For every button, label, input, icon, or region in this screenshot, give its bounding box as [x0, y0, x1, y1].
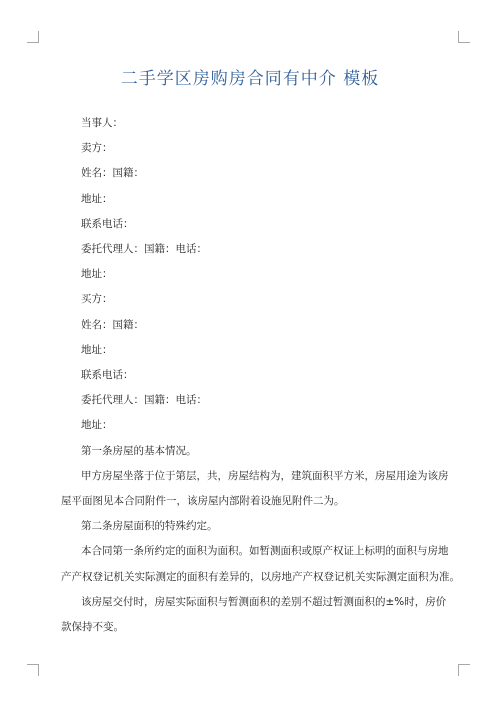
article-1-heading: 第一条房屋的基本情况。	[81, 444, 197, 457]
field-seller-agent-address: 地址：	[81, 268, 113, 281]
article-2-p1-line-2: 产产权登记机关实际测定的面积有差异的，以房地产产权登记机关实际测定面积为准。	[61, 570, 460, 583]
field-buyer-agent-address: 地址：	[81, 419, 113, 432]
field-buyer: 买方：	[81, 293, 113, 306]
article-2-p2-line-2: 款保持不变。	[61, 621, 124, 634]
field-seller-address: 地址：	[81, 192, 113, 205]
article-1-paragraph	[61, 464, 449, 514]
field-buyer-address: 地址：	[81, 343, 113, 356]
article-2-paragraph-1	[61, 539, 460, 589]
article-2-heading: 第二条房屋面积的特殊约定。	[81, 520, 218, 533]
field-seller-phone: 联系电话：	[81, 217, 134, 230]
field-buyer-phone: 联系电话：	[81, 369, 134, 382]
article-2-p2-line-1: 该房屋交付时，房屋实际面积与暂测面积的差别不超过暂测面积的±%时，房价	[81, 595, 447, 608]
article-1-line-1: 甲方房屋坐落于位于第层，共，房屋结构为，建筑面积平方米，房屋用途为该房	[81, 469, 449, 482]
document-body	[61, 111, 460, 640]
field-buyer-name-nationality: 姓名：国籍：	[81, 318, 144, 331]
crop-mark-top-left	[27, 31, 39, 43]
field-seller-agent: 委托代理人：国籍：电话：	[81, 243, 207, 256]
crop-mark-bottom-left	[27, 664, 39, 676]
field-party: 当事人：	[81, 117, 123, 129]
article-2-p1-line-1: 本合同第一条所约定的面积为面积。如暂测面积或原产权证上标明的面积与房地	[81, 545, 449, 558]
document-title: 二手学区房购房合同有中介 模板	[120, 69, 380, 89]
crop-mark-top-right	[458, 31, 470, 43]
article-2-paragraph-2	[61, 590, 447, 640]
article-1-line-2: 屋平面图见本合同附件一，该房屋内部附着设施见附件二为。	[61, 495, 345, 508]
crop-mark-bottom-right	[458, 664, 470, 676]
field-buyer-agent: 委托代理人：国籍：电话：	[81, 394, 207, 407]
field-seller: 卖方：	[81, 142, 113, 155]
field-seller-name-nationality: 姓名：国籍：	[81, 167, 144, 180]
